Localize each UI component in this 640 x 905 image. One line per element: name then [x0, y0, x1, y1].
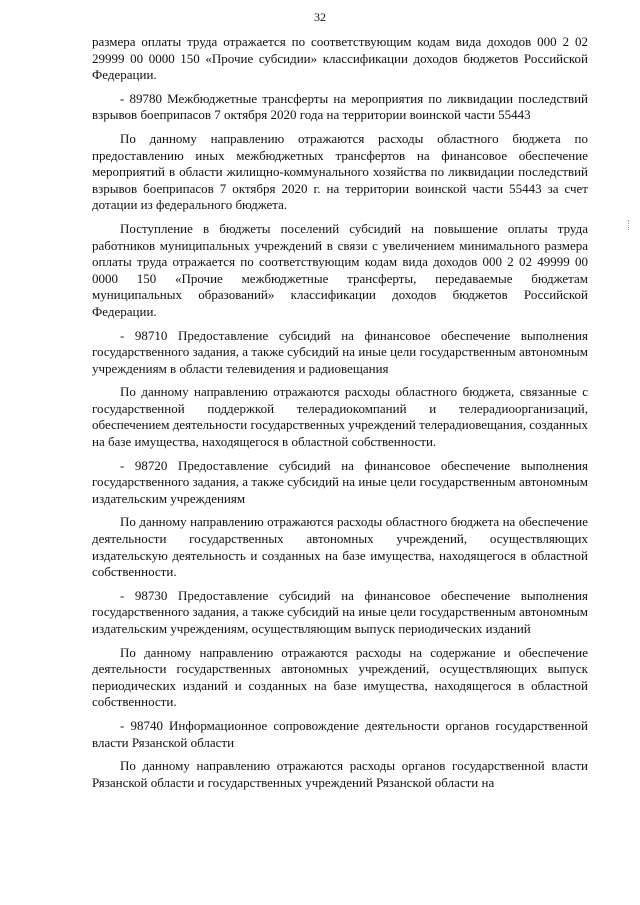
paragraph: По данному направлению отражаются расходы областного бюджета по предоставлению иных межбюджетных трансфертов на финансовое обеспечение мероприятий в области жилищно-коммунального хозяйства по ликвидации последствий взрывов боеприпасов 7 октября 2020 г. на территории воинской части 55443 за счет дотации из федерального бюджета. [92, 130, 588, 213]
document-body [92, 34, 588, 798]
page-number: 32 [314, 10, 326, 24]
paragraph: Поступление в бюджеты поселений субсидий на повышение оплаты труда работников муниципальных учреждений в связи с увеличением минимального размера оплаты труда отражается по соответствующим кодам вида доходов 000 2 02 49999 00 0000 150 «Прочие межбюджетные трансферты, передаваемые бюджетам муниципальных образований» классификации доходов бюджетов Российской Федерации. [92, 220, 588, 319]
section-heading-98730: - 98730 Предоставление субсидий на финансовое обеспечение выполнения государственного задания, а также субсидий на иные цели государственным автономным издательским учреждениям, осуществляющим выпуск периодических изданий [92, 587, 588, 636]
section-heading-98720: - 98720 Предоставление субсидий на финансовое обеспечение выполнения государственного задания, а также субсидий на иные цели государственным автономным издательским учреждениям [92, 457, 588, 506]
paragraph: По данному направлению отражаются расходы органов государственной власти Рязанской области и государственных учреждений Рязанской области на [92, 758, 588, 790]
paragraph: По данному направлению отражаются расходы на содержание и обеспечение деятельности государственных автономных учреждений, осуществляющих выпуск периодических изданий и созданных на базе имущества, находящегося в областной собственности. [92, 644, 588, 710]
section-heading-98710: - 98710 Предоставление субсидий на финансовое обеспечение выполнения государственного задания, а также субсидий на иные цели государственным автономным учреждениям в области телевидения и радиовещания [92, 327, 588, 376]
section-heading-98740: - 98740 Информационное сопровождение деятельности органов государственной власти Рязанской области [92, 717, 588, 750]
section-heading-89780: - 89780 Межбюджетные трансферты на мероприятия по ликвидации последствий взрывов боеприпасов 7 октября 2020 года на территории воинской части 55443 [92, 90, 588, 123]
paragraph-continuation: размера оплаты труда отражается по соответствующим кодам вида доходов 000 2 02 29999 00 0000 150 «Прочие субсидии» классификации доходов бюджетов Российской Федерации. [92, 34, 588, 83]
paragraph: По данному направлению отражаются расходы областного бюджета на обеспечение деятельности государственных автономных учреждений, осуществляющих издательскую деятельность и созданных на базе имущества, находящегося в областной собственности. [92, 514, 588, 580]
margin-mark [628, 220, 631, 230]
paragraph: По данному направлению отражаются расходы областного бюджета, связанные с государственной поддержкой телерадиокомпаний и телерадиоорганизаций, обеспечением деятельности государственных учреждений телерадиовещания, созданных на базе имущества, находящегося в областной собственности. [92, 384, 588, 450]
